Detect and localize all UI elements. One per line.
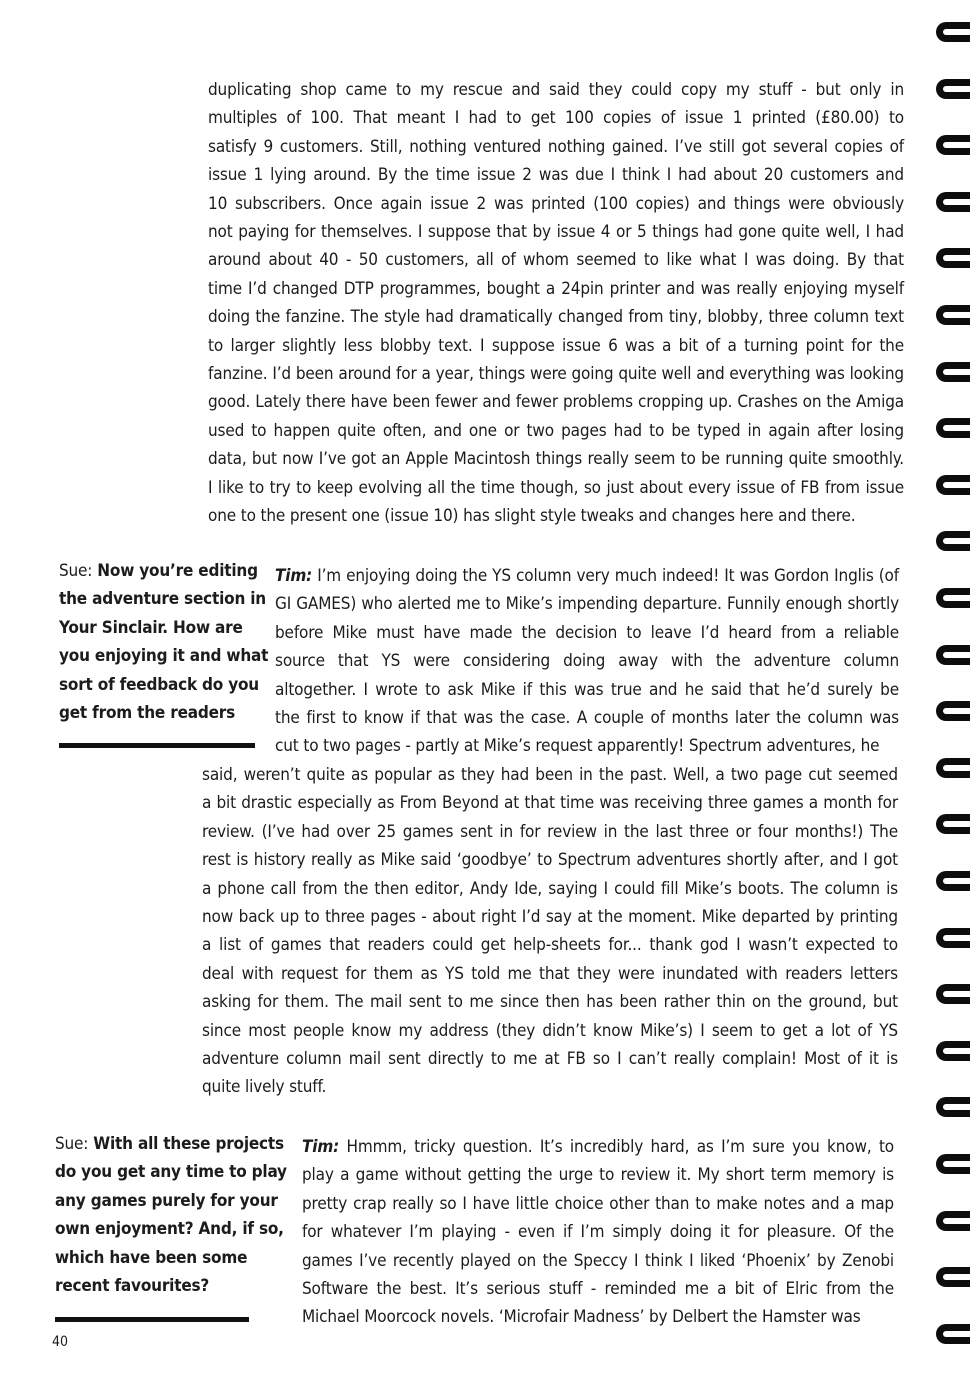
answer-1-line: source that YS were considering doing away with the adventure column — [275, 651, 899, 672]
intro-line: data, but now I’ve got an Apple Macintosh things really seem to be running quite smoothly. — [208, 449, 904, 470]
question-2-divider — [55, 1317, 249, 1322]
question-2-line: any games purely for your — [55, 1190, 278, 1211]
intro-line: issue 1 lying around. By the time issue 2 was due I think I had about 20 customers and — [208, 165, 904, 186]
binding-ring — [936, 871, 970, 891]
answer-1-line: cut to two pages - partly at Mike’s request apparently! Spectrum adventures, he — [275, 736, 880, 757]
question-1-line: Now you’re editing — [92, 561, 258, 581]
binding-ring — [936, 758, 970, 778]
answer-2-line: Software the best. It’s serious stuff - reminded me a bit of Elric from the — [302, 1279, 894, 1300]
binding-ring — [936, 79, 970, 99]
binding-ring — [936, 1041, 970, 1061]
binding-ring — [936, 192, 970, 212]
answer-1-line: rest is history really as Mike said ‘goodbye’ to Spectrum adventures shortly after, and I got — [202, 850, 898, 871]
question-2-speaker: Sue: — [55, 1134, 89, 1154]
answer-2 — [302, 1133, 894, 1332]
intro-line: multiples of 100. That meant I had to get 100 copies of issue 1 printed (£80.00) to — [208, 108, 904, 129]
answer-1-line: deal with request for them as YS told me that they were inundated with readers letters — [202, 963, 898, 984]
binding-ring — [936, 701, 970, 721]
intro-paragraph — [208, 76, 904, 531]
answer-2-line: games I’ve recently played on the Speccy I think I liked ‘Phoenix’ by Zenobi — [302, 1250, 894, 1271]
question-2-line: do you get any time to play — [55, 1162, 287, 1183]
intro-line: used to happen quite often, and one or two pages had to be typed in again after losing — [208, 420, 904, 441]
question-2-line: which have been some — [55, 1247, 248, 1268]
answer-1-line: a bit drastic especially as From Beyond at that time was receiving three games a month for — [202, 793, 898, 814]
intro-line: to larger slightly less blobby text. I suppose issue 6 was a bit of a turning point for the — [208, 335, 904, 356]
question-1-line: get from the readers — [59, 703, 236, 724]
answer-1-line: I’m enjoying doing the YS column very much indeed! It was Gordon Inglis (of — [312, 566, 899, 586]
answer-1-line: said, weren’t quite as popular as they had been in the past. Well, a two page cut seemed — [202, 765, 898, 785]
question-1-divider — [59, 743, 255, 748]
answer-1-line: review. (I’ve had over 25 games sent in for review in the last three or four months!) The — [202, 821, 898, 842]
question-1-line: Your Sinclair. How are — [59, 617, 243, 638]
answer-2-speaker: Tim: — [302, 1137, 340, 1157]
answer-2-line: Hmmm, tricky question. It’s incredibly hard, as I’m sure you know, to — [339, 1137, 894, 1157]
binding-ring — [936, 814, 970, 834]
binding-ring — [936, 1324, 970, 1344]
answer-2-line: pretty crap really so I have little choice other than to make notes and a map — [302, 1193, 894, 1214]
binding-ring — [936, 362, 970, 382]
answer-1-line: now back up to three pages - about right I’d say at the moment. Mike departed by printing — [202, 907, 898, 928]
binding-ring — [936, 984, 970, 1004]
binding-ring — [936, 531, 970, 551]
binding-ring — [936, 1267, 970, 1287]
answer-1-line: adventure column mail sent directly to me at FB so I can’t really complain! Most of it is — [202, 1049, 898, 1070]
answer-1-line: the first to know if that was the case. A couple of months later the column was — [275, 708, 899, 729]
answer-1-line: a list of games that readers could get help-sheets for... thank god I wasn’t expected to — [202, 935, 898, 956]
binding-ring — [936, 1097, 970, 1117]
answer-1-line: a phone call from the then editor, Andy Ide, saying I could fill Mike’s boots. The column is — [202, 878, 898, 899]
answer-1-speaker: Tim: — [275, 566, 313, 586]
spiral-binding — [930, 0, 970, 1375]
answer-1-line: since most people know my address (they didn’t know Mike’s) I seem to get a lot of YS — [202, 1020, 898, 1041]
question-1-line: you enjoying it and what — [59, 646, 269, 667]
intro-line: good. Lately there have been fewer and fewer problems cropping up. Crashes on the Amiga — [208, 392, 904, 413]
binding-ring — [936, 22, 970, 42]
answer-1-line: altogether. I wrote to ask Mike if this was true and he said that he’d surely be — [275, 679, 899, 700]
question-1-line: the adventure section in — [59, 589, 266, 610]
binding-ring — [936, 418, 970, 438]
answer-1-bottom — [202, 761, 898, 1102]
binding-ring — [936, 928, 970, 948]
intro-line: fanzine. I’d been around for a year, things were going quite well and everything was looking — [208, 364, 904, 385]
question-1-speaker: Sue: — [59, 561, 93, 581]
binding-ring — [936, 1154, 970, 1174]
answer-2-line: Michael Moorcock novels. ‘Microfair Madness’ by Delbert the Hamster was — [302, 1307, 861, 1328]
answer-1-line: before Mike must have made the decision to leave I’d heard from a reliable — [275, 622, 899, 643]
binding-ring — [936, 475, 970, 495]
intro-line: 10 subscribers. Once again issue 2 was printed (100 copies) and things were obviously — [208, 193, 904, 214]
intro-line: time I’d changed DTP programmes, bought a 24pin printer and was really enjoying myself — [208, 278, 904, 299]
page-number: 40 — [52, 1334, 69, 1350]
intro-line: duplicating shop came to my rescue and said they could copy my stuff - but only in — [208, 80, 904, 100]
question-1 — [59, 557, 269, 727]
intro-line: I like to try to keep evolving all the time though, so just about every issue of FB from issue — [208, 477, 904, 498]
answer-1-line: GI GAMES) who alerted me to Mike’s impending departure. Funnily enough shortly — [275, 594, 899, 615]
binding-ring — [936, 1211, 970, 1231]
binding-ring — [936, 248, 970, 268]
answer-2-line: for whatever I’m playing - even if I’m simply doing it for pleasure. Of the — [302, 1222, 894, 1243]
intro-line: not paying for themselves. I suppose that by issue 4 or 5 things had gone quite well, I had — [208, 222, 904, 243]
binding-ring — [936, 645, 970, 665]
intro-line: around about 40 - 50 customers, all of whom seemed to like what I was doing. By that — [208, 250, 904, 271]
question-2-line: own enjoyment? And, if so, — [55, 1219, 284, 1240]
intro-line: one to the present one (issue 10) has slight style tweaks and changes here and there. — [208, 506, 856, 527]
question-2-line: recent favourites? — [55, 1276, 210, 1297]
binding-ring — [936, 588, 970, 608]
intro-line: satisfy 9 customers. Still, nothing ventured nothing gained. I’ve still got several copies of — [208, 136, 904, 157]
intro-line: doing the fanzine. The style had dramatically changed from tiny, blobby, three column text — [208, 307, 904, 328]
question-1-line: sort of feedback do you — [59, 674, 259, 695]
question-2 — [55, 1130, 285, 1300]
answer-2-line: play a game without getting the urge to review it. My short term memory is — [302, 1165, 894, 1186]
binding-ring — [936, 135, 970, 155]
answer-1-line: asking for them. The mail sent to me since then has been rather thin on the ground, but — [202, 992, 898, 1013]
binding-ring — [936, 305, 970, 325]
question-2-line: With all these projects — [88, 1134, 284, 1154]
answer-1-line: quite lively stuff. — [202, 1077, 327, 1098]
answer-1-top — [275, 562, 899, 761]
